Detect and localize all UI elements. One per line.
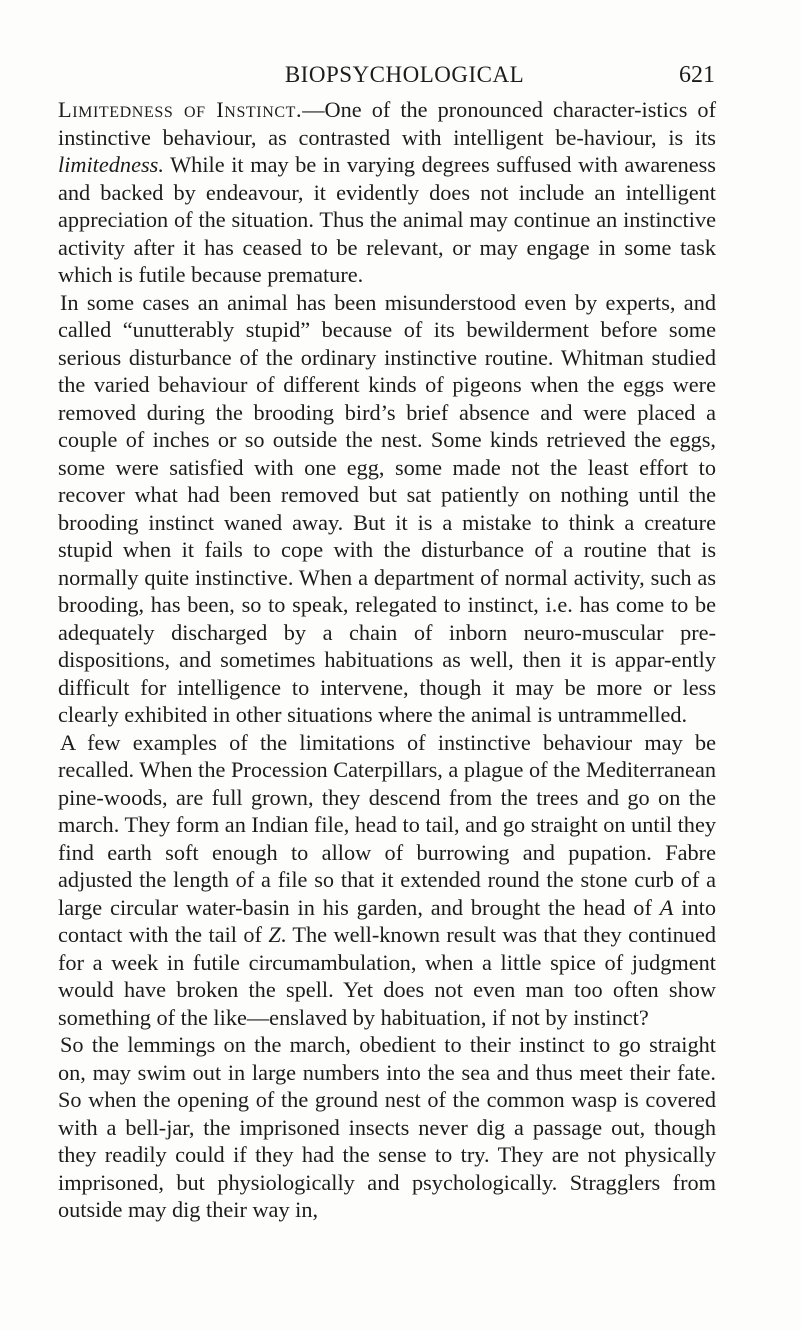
emphasis-limitedness: limitedness. — [58, 152, 164, 177]
running-head — [60, 62, 715, 98]
paragraph-part: into contact with the tail of — [58, 894, 716, 947]
page-number: 621 — [679, 62, 715, 88]
section-heading: Limitedness of Instinct. — [58, 97, 303, 122]
paragraph-lemmings: So the lemmings on the march, obedient to their instinct to go straight on, may swim out in large numbers into the sea and thus meet their fate. So when the opening of the ground nest of the common wasp is covered with a bell-jar, the imprisoned insects never dig a passage out, though they readily could if they had the sense to try. They are not physically imprisoned, but physiologically and psychologically. Stragglers from outside may dig their way in, — [58, 1032, 716, 1222]
paragraph-pigeons: In some cases an animal has been misunderstood even by experts, and called “unutterably stupid” because of its bewilderment before some serious disturbance of the ordinary instinctive routine. Whitman studied the varied behaviour of different kinds of pigeons when the eggs were removed during the brooding bird’s brief absence and were placed a couple of inches or so outside the nest. Some kinds retrieved the eggs, some were satisfied with one egg, some made not the least effort to recover what had been removed but sat patiently on nothing until the brooding instinct waned away. But it is a mistake to think a creature stupid when it fails to cope with the disturbance of a routine that is normally quite instinctive. When a department of normal activity, such as brooding, has been, so to speak, relegated to instinct, i.e. has come to be adequately discharged by a chain of inborn neuro-muscular pre-dispositions, and sometimes habituations as well, then it is appar-ently difficult for intelligence to intervene, though it may be more or less clearly exhibited in other situations where the animal is untrammelled. — [58, 289, 716, 727]
paragraph-rest: While it may be in varying degrees suffused with awareness and backed by endeavour, it evidently does not include an intelligent appreciation of the situation. Thus the animal may continue an instinctive activity after it has ceased to be relevant, or may engage in some task which is futile because premature. — [58, 152, 716, 287]
running-title: BIOPSYCHOLOGICAL — [284, 62, 525, 87]
paragraph-caterpillars — [58, 729, 716, 1032]
body-text — [58, 96, 716, 1224]
paragraph-limitedness — [58, 96, 716, 289]
italic-letter-z: Z — [268, 922, 281, 947]
paragraph-part: . The well-known result was that they continued for a week in futile circumambulation, when a little spice of judgment would have broken the spell. Yet does not even man too often show something of the like—enslaved by habituation, if not by instinct? — [58, 922, 716, 1030]
paragraph-lead: —One of the pronounced character-istics of instinctive behaviour, as contrasted with intelligent be-haviour, is its — [58, 97, 716, 150]
italic-letter-a: A — [659, 894, 674, 920]
paragraph-part: A few examples of the limitations of instinctive behaviour may be recalled. When the Procession Caterpillars, a plague of the Mediterranean pine-woods, are full grown, they descend from the trees and go on the march. They form an Indian file, head to tail, and go straight on until they find earth soft enough to allow of burrowing and pupation. Fabre adjusted the length of a file so that it extended round the stone curb of a large circular water-basin in his garden, and brought the head of — [58, 729, 716, 920]
